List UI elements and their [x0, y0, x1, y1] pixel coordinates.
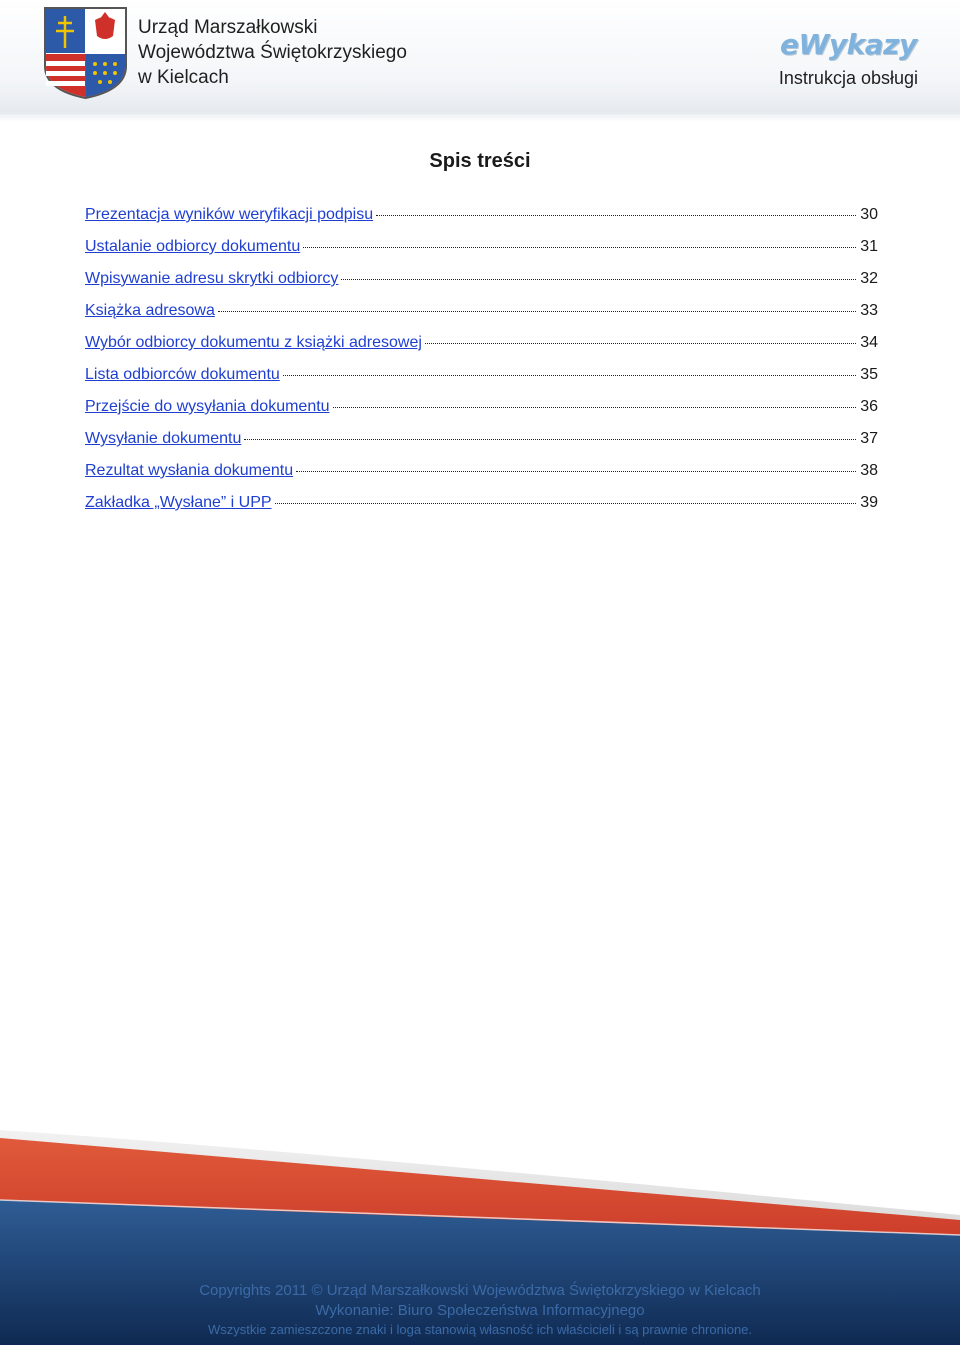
footer-made-by: Wykonanie: Biuro Społeczeństwa Informacyjnego [315, 1302, 645, 1319]
toc-leader-dots [218, 310, 856, 312]
toc-entry-link[interactable]: Ustalanie odbiorcy dokumentu [85, 238, 301, 255]
footer-rights: Wszystkie zamieszczone znaki i loga stanowią własność ich właścicieli i są prawnie chronione. [207, 1322, 753, 1337]
table-of-contents [85, 206, 878, 526]
toc-leader-dots [333, 406, 856, 408]
toc-entry[interactable] [85, 334, 878, 366]
coat-of-arms-logo [43, 6, 128, 100]
toc-entry[interactable] [85, 302, 878, 334]
toc-entry-link[interactable]: Wybór odbiorcy dokumentu z książki adresowej [85, 334, 422, 351]
toc-entry[interactable] [85, 238, 878, 270]
toc-leader-dots [341, 278, 856, 280]
toc-entry-link[interactable]: Książka adresowa [85, 302, 215, 319]
toc-entry-link[interactable]: Wpisywanie adresu skrytki odbiorcy [85, 270, 339, 287]
toc-page-number: 35 [860, 366, 878, 383]
toc-leader-dots [283, 374, 856, 376]
toc-leader-dots [376, 214, 856, 216]
toc-entry[interactable] [85, 206, 878, 238]
toc-entry[interactable] [85, 366, 878, 398]
toc-page-number: 38 [860, 462, 878, 479]
organization-name [138, 15, 407, 90]
manual-label: Instrukcja obsługi [778, 68, 918, 88]
toc-title: Spis treści [429, 150, 531, 172]
toc-entry[interactable] [85, 462, 878, 494]
toc-entry-link[interactable]: Przejście do wysyłania dokumentu [85, 398, 330, 415]
toc-leader-dots [296, 470, 856, 472]
toc-page-number: 32 [860, 270, 878, 287]
toc-entry[interactable] [85, 430, 878, 462]
toc-entry[interactable] [85, 270, 878, 302]
toc-leader-dots [303, 246, 856, 248]
toc-entry-link[interactable]: Wysyłanie dokumentu [85, 430, 242, 447]
toc-entry[interactable] [85, 494, 878, 526]
toc-entry-link[interactable]: Lista odbiorców dokumentu [85, 366, 280, 383]
page-header [0, 0, 960, 114]
header-shadow [0, 112, 960, 122]
toc-page-number: 33 [860, 302, 878, 319]
toc-page-number: 30 [860, 206, 878, 223]
toc-page-number: 39 [860, 494, 878, 511]
footer-copyright: Copyrights 2011 © Urząd Marszałkowski Województwa Świętokrzyskiego w Kielcach [199, 1282, 761, 1299]
org-name-line3: w Kielcach [138, 67, 229, 88]
toc-entry-link[interactable]: Prezentacja wyników weryfikacji podpisu [85, 206, 374, 223]
toc-page-number: 36 [860, 398, 878, 415]
toc-entry[interactable] [85, 398, 878, 430]
toc-leader-dots [275, 502, 856, 504]
toc-page-number: 37 [860, 430, 878, 447]
org-name-line2: Województwa Świętokrzyskiego [138, 42, 407, 63]
toc-entry-link[interactable]: Rezultat wysłania dokumentu [85, 462, 294, 479]
toc-leader-dots [425, 342, 856, 344]
toc-entry-link[interactable]: Zakładka „Wysłane” i UPP [85, 494, 272, 511]
toc-leader-dots [244, 438, 856, 440]
toc-page-number: 34 [860, 334, 878, 351]
ewykazy-logo: eWykazy [780, 28, 917, 61]
org-name-line1: Urząd Marszałkowski [138, 17, 318, 38]
toc-page-number: 31 [860, 238, 878, 255]
